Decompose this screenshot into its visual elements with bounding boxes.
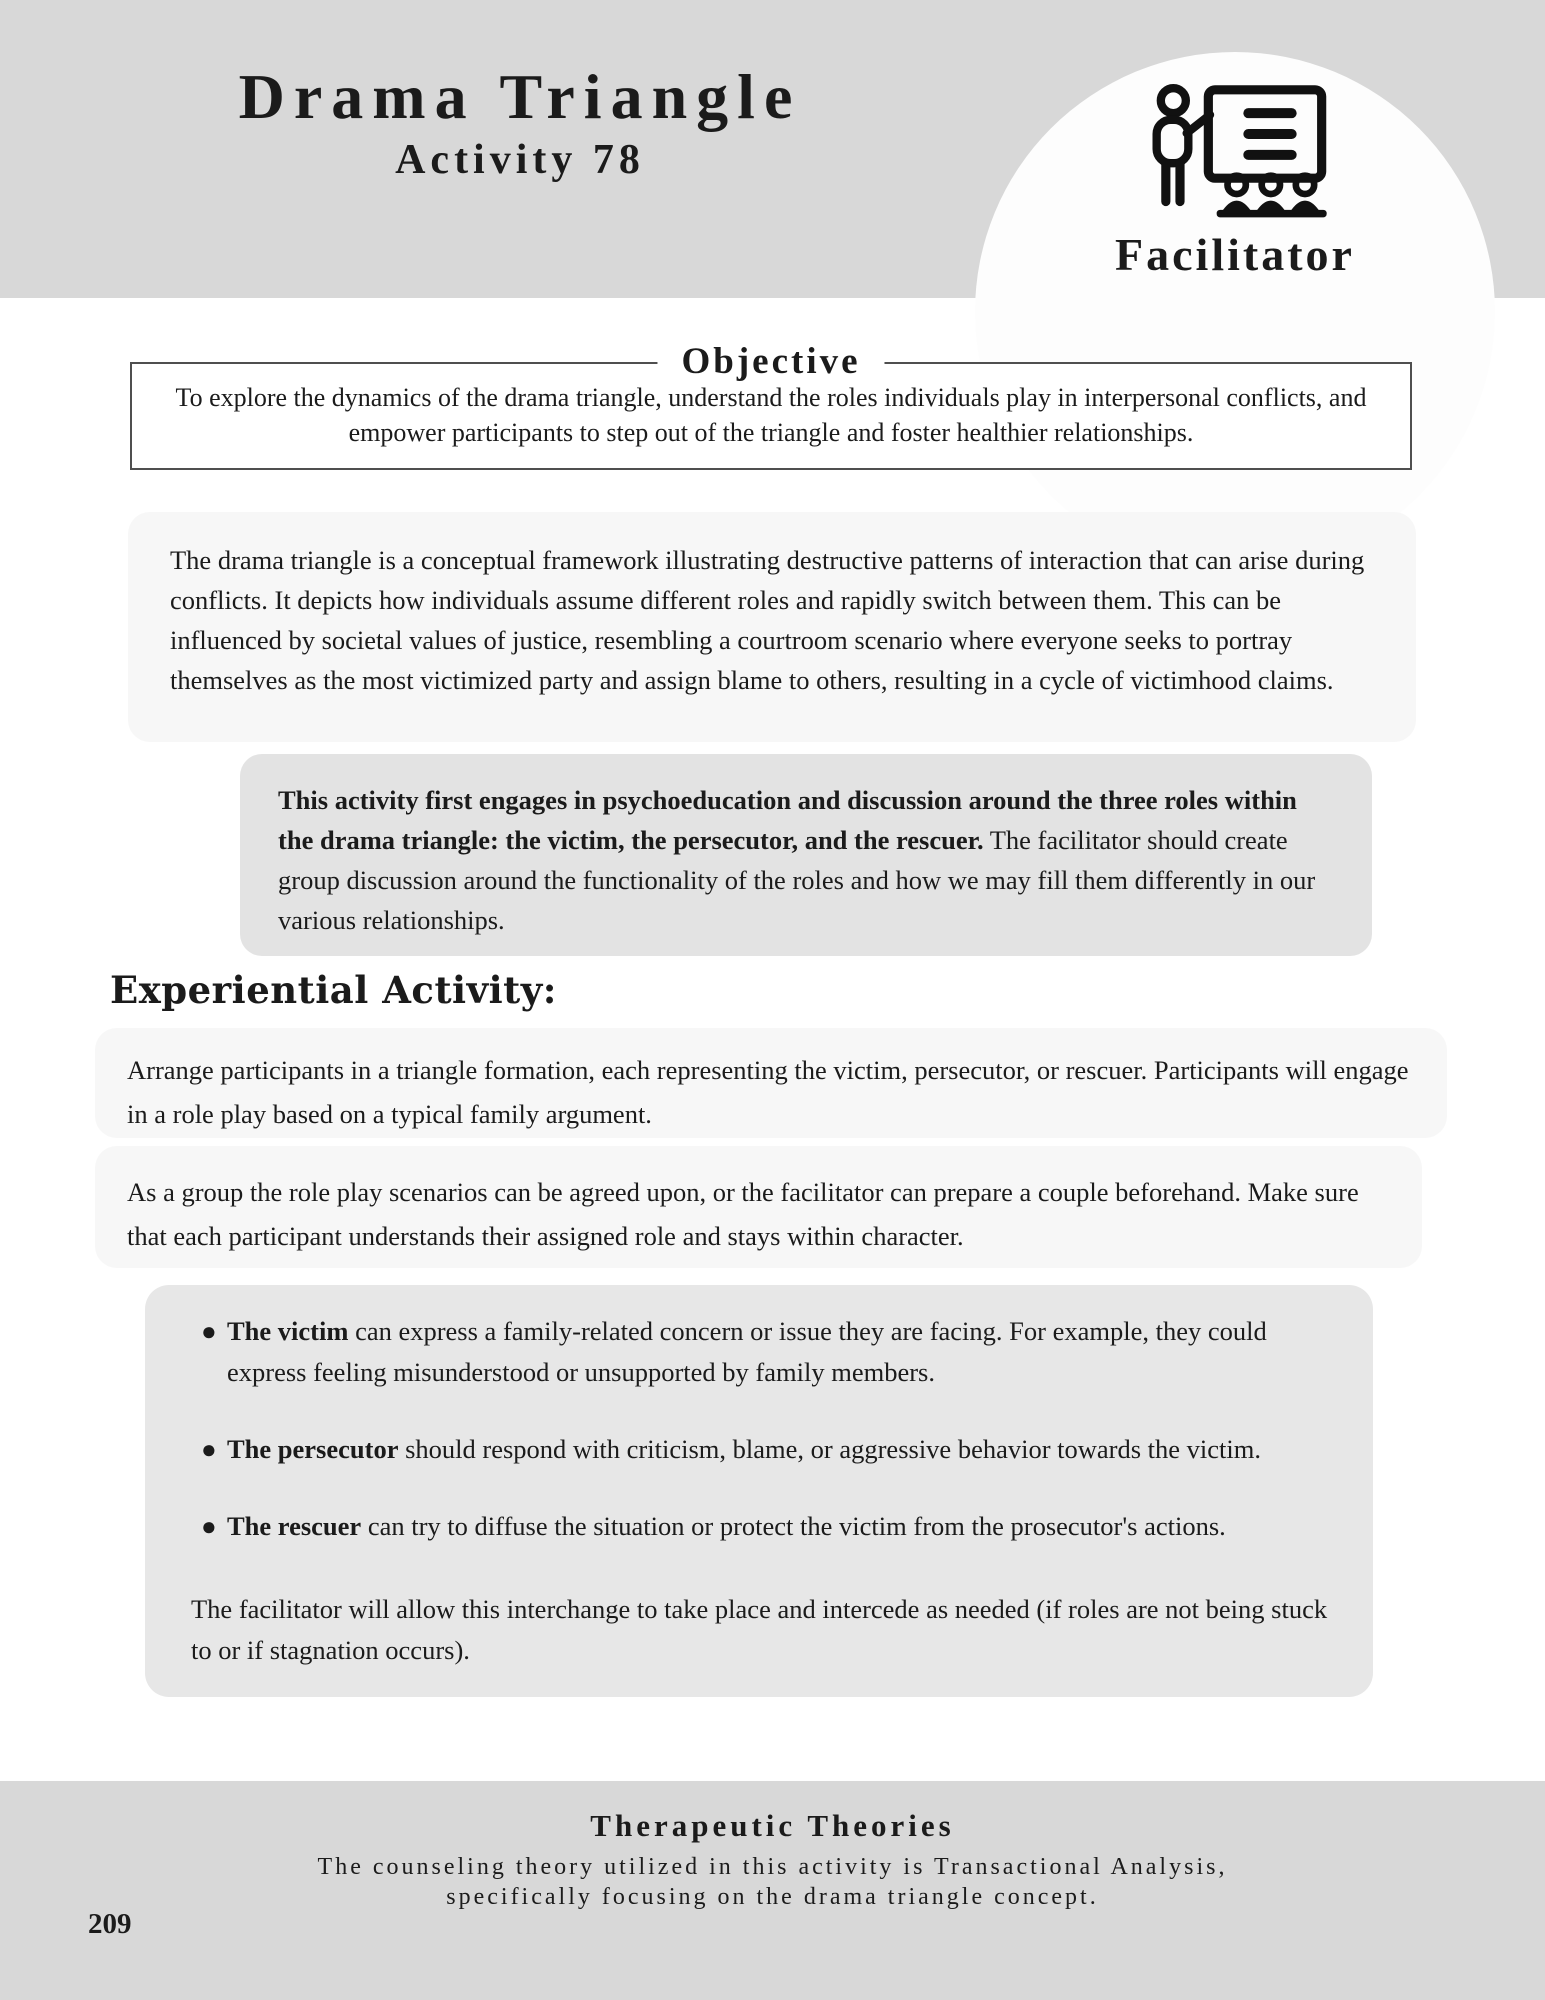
footer-text-line2: specifically focusing on the drama triangle concept. <box>446 1884 1099 1910</box>
presenter-board-icon <box>1135 74 1335 224</box>
page-title: Drama Triangle <box>238 61 802 132</box>
setup-text: Arrange participants in a triangle formation, each representing the victim, persecutor, or rescuer. Participants will engage in a role play based on a typical family argument. <box>127 1055 1409 1129</box>
experiential-heading: Experiential Activity: <box>110 968 557 1012</box>
page-subtitle: Activity 78 <box>395 137 645 184</box>
intro-card <box>128 512 1416 742</box>
role-label-rescuer: The rescuer <box>227 1511 362 1541</box>
role-label: Facilitator <box>1115 229 1355 280</box>
roles-card <box>145 1285 1373 1697</box>
list-item <box>169 1311 1333 1393</box>
scenarios-text: As a group the role play scenarios can be agreed upon, or the facilitator can prepare a couple beforehand. Make sure that each participant understands their assigned role and stays within character. <box>127 1177 1359 1251</box>
overview-card <box>240 754 1372 956</box>
list-item <box>169 1429 1333 1470</box>
objective-box <box>130 341 1412 470</box>
bullet-icon: ● <box>201 1435 217 1464</box>
bullet-icon: ● <box>201 1317 217 1346</box>
role-badge-circle <box>975 52 1495 572</box>
overview-bold-text: This activity first engages in psychoeducation and discussion around the three roles within the drama triangle: the victim, the persecutor, and the rescuer. <box>278 785 1297 855</box>
roles-list <box>169 1311 1333 1547</box>
intro-text: The drama triangle is a conceptual framework illustrating destructive patterns of interaction that can arise during conflicts. It depicts how individuals assume different roles and rapidly switch between them. This can be influenced by societal values of justice, resembling a courtroom scenario where everyone seeks to portray themselves as the most victimized party and assign blame to others, resulting in a cycle of victimhood claims. <box>170 545 1365 695</box>
bullet-icon: ● <box>201 1512 217 1541</box>
role-text-persecutor: should respond with criticism, blame, or aggressive behavior towards the victim. <box>398 1434 1262 1464</box>
list-item <box>169 1506 1333 1547</box>
objective-text: To explore the dynamics of the drama triangle, understand the roles individuals play in interpersonal conflicts, and empower participants to step out of the triangle and foster healthier relationships. <box>175 383 1367 448</box>
page-title-group <box>150 62 890 184</box>
scenarios-card <box>95 1146 1422 1268</box>
role-label-victim: The victim <box>227 1316 349 1346</box>
setup-card <box>95 1028 1447 1138</box>
role-text-victim: can express a family-related concern or issue they are facing. For example, they could express feeling misunderstood or unsupported by family members. <box>227 1316 1267 1387</box>
overview-rest-text: The facilitator should create group discussion around the functionality of the roles and how we may fill them differently in our various relationships. <box>278 825 1316 935</box>
page-number: 209 <box>88 1908 132 1940</box>
footer-text-line1: The counseling theory utilized in this activity is Transactional Analysis, <box>317 1854 1228 1880</box>
closing-text: The facilitator will allow this interchange to take place and intercede as needed (if roles are not being stuck to or if stagnation occurs). <box>191 1594 1328 1665</box>
role-label-persecutor: The persecutor <box>227 1434 399 1464</box>
role-text-rescuer: can try to diffuse the situation or protect the victim from the prosecutor's actions. <box>361 1511 1226 1541</box>
footer-heading: Therapeutic Theories <box>590 1808 955 1843</box>
objective-heading: Objective <box>657 340 884 383</box>
